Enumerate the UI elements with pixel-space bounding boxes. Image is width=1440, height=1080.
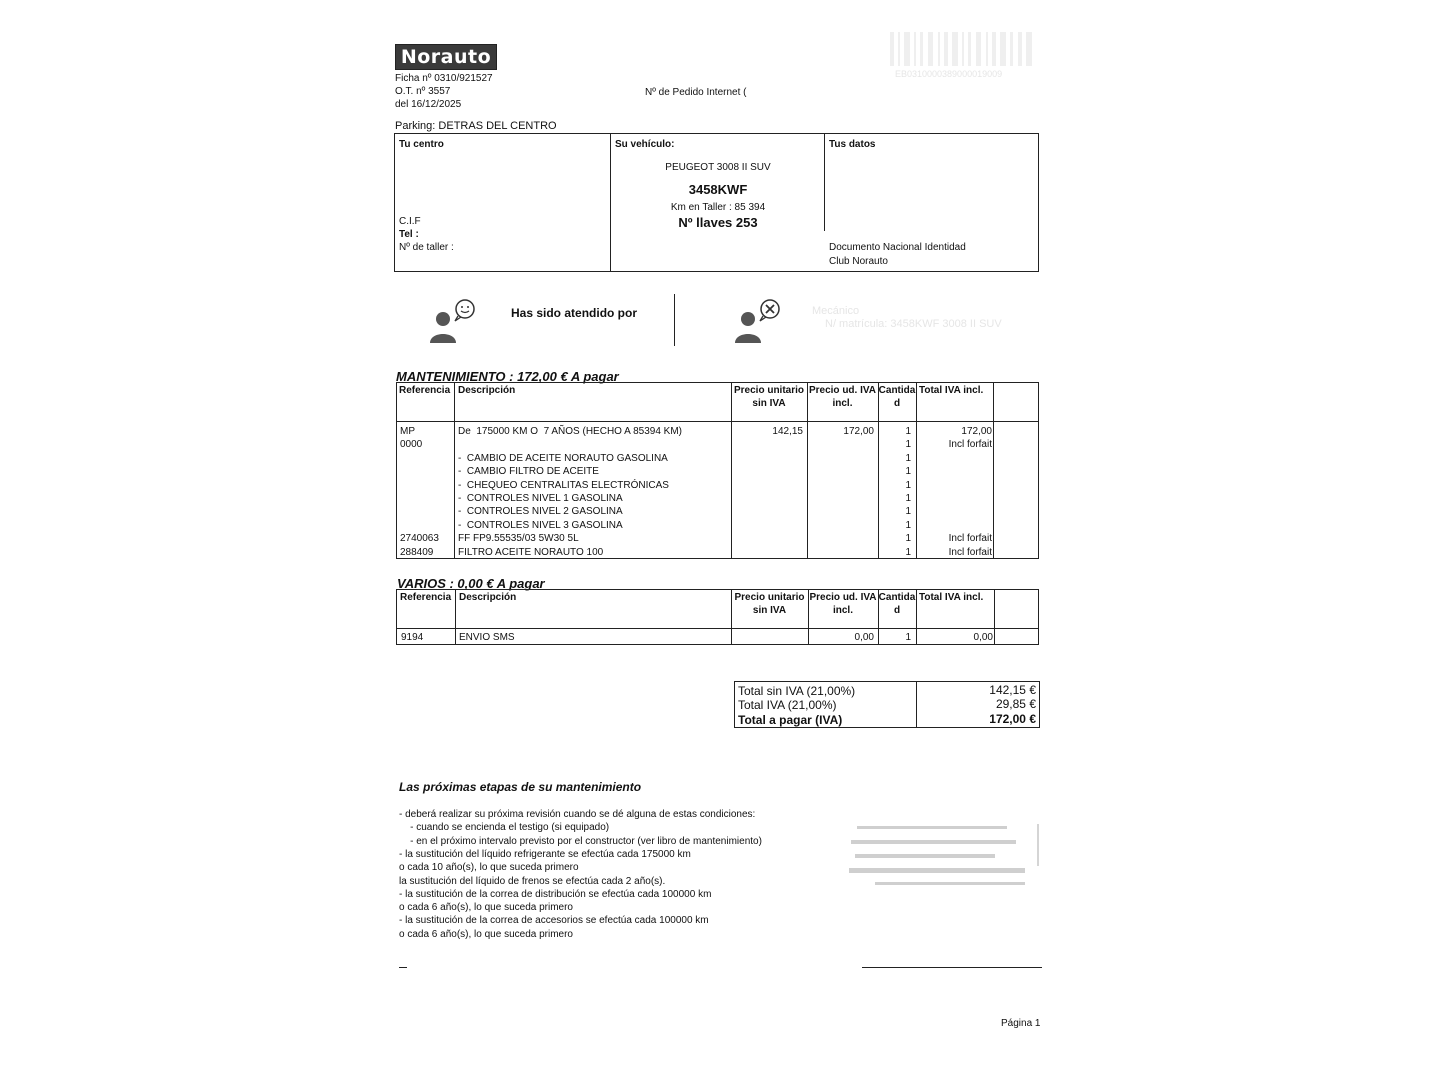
row-qty: 1 — [905, 439, 911, 451]
customer-smile-icon — [428, 297, 478, 345]
company-stamp — [845, 818, 1045, 898]
row-qty: 1 — [905, 546, 911, 558]
row-total: 172,00 — [961, 426, 992, 437]
total-pagar-value: 172,00 € — [989, 712, 1036, 726]
tel-label: Tel : — [399, 229, 419, 240]
total-pagar-label: Total a pagar (IVA) — [738, 713, 843, 727]
col-header-desc: Descripción — [458, 385, 516, 396]
vehicle-keys: Nº llaves 253 — [678, 215, 758, 230]
col-header-pi: Precio ud. IVA — [809, 592, 877, 603]
logo-text: Norauto — [400, 46, 492, 68]
total-iva-label: Total IVA (21,00%) — [738, 698, 837, 712]
col-header-pu-2: sin IVA — [752, 605, 787, 616]
col-header-desc: Descripción — [459, 592, 517, 603]
next-step-line: o cada 10 año(s), lo que suceda primero — [399, 862, 579, 874]
row-total: Incl forfait — [948, 546, 992, 558]
next-step-line: - cuando se encienda el testigo (si equipado) — [399, 822, 610, 834]
next-step-line: - la sustitución de la correa de accesorios se efectúa cada 100000 km — [399, 915, 709, 927]
row-qty: 1 — [905, 466, 911, 478]
row-desc: - CHEQUEO CENTRALITAS ELECTRÓNICAS — [458, 479, 669, 491]
total-iva-value: 29,85 € — [995, 697, 1036, 711]
ficha-number: Ficha nº 0310/921527 — [395, 73, 493, 84]
col-header-pu: Precio unitario — [733, 385, 804, 396]
row-ref: 0000 — [400, 439, 423, 451]
row-desc: FILTRO ACEITE NORAUTO 100 — [458, 546, 604, 558]
row-ref: 2740063 — [400, 533, 439, 545]
row-ref: 288409 — [400, 546, 434, 558]
next-step-line: - la sustitución de la correa de distribución se efectúa cada 100000 km — [399, 888, 712, 900]
next-step-line: la sustitución del líquido de frenos se efectúa cada 2 año(s). — [399, 875, 666, 887]
row-qty: 1 — [905, 632, 911, 643]
vehicle-model: PEUGEOT 3008 II SUV — [665, 162, 771, 173]
order-date: del 16/12/2025 — [395, 99, 462, 110]
mantenimiento-title: MANTENIMIENTO : 172,00 € A pagar — [396, 369, 619, 384]
col-header-pu: Precio unitario — [734, 592, 805, 603]
next-step-line: o cada 6 año(s), lo que suceda primero — [399, 928, 573, 940]
row-total: Incl forfait — [948, 439, 992, 451]
internet-order-number: Nº de Pedido Internet ( — [645, 87, 747, 98]
row-qty: 1 — [905, 533, 911, 545]
row-qty: 1 — [905, 493, 911, 504]
next-step-line: - la sustitución del líquido refrigerante se efectúa cada 175000 km — [399, 848, 691, 860]
col-header-qty: Cantida — [878, 385, 916, 396]
next-step-line: - deberá realizar su próxima revisión cuando se dé alguna de estas condiciones: — [399, 809, 756, 820]
cif-label: C.I.F — [399, 216, 421, 227]
col-header-total: Total IVA incl. — [919, 592, 984, 603]
centro-title: Tu centro — [399, 139, 444, 150]
row-qty: 1 — [905, 506, 911, 518]
row-ref: MP — [400, 426, 415, 437]
col-header-pi-2: incl. — [832, 605, 853, 616]
row-desc: ENVIO SMS — [459, 632, 515, 643]
row-qty: 1 — [905, 479, 911, 491]
vehicle-km: Km en Taller : 85 394 — [670, 202, 766, 213]
row-desc: - CAMBIO DE ACEITE NORAUTO GASOLINA — [458, 452, 668, 464]
col-header-pu-2: sin IVA — [752, 398, 786, 409]
row-ref: 9194 — [401, 632, 424, 643]
col-header-total: Total IVA incl. — [919, 385, 984, 396]
total-sin-iva-label: Total sin IVA (21,00%) — [738, 684, 856, 698]
row-desc: - CONTROLES NIVEL 3 GASOLINA — [458, 519, 623, 531]
next-step-line: - en el próximo intervalo previsto por el constructor (ver libro de mantenimiento) — [399, 835, 762, 847]
row-qty: 1 — [905, 519, 911, 531]
row-desc: FF FP9.55535/03 5W30 5L — [458, 533, 579, 545]
club-label: Club Norauto — [829, 256, 888, 267]
next-step-line: o cada 6 año(s), lo que suceda primero — [399, 902, 573, 914]
col-header-qty-2: d — [893, 398, 901, 409]
attendant-vehicle: N/ matrícula: 3458KWF 3008 II SUV — [825, 318, 1002, 330]
attendant-name: Mecánico — [812, 305, 860, 317]
ot-number: O.T. nº 3557 — [395, 86, 451, 97]
row-price-vat: 0,00 — [854, 632, 874, 643]
attended-label: Has sido atendido por — [511, 306, 638, 320]
next-steps-title: Las próximas etapas de su mantenimiento — [399, 780, 642, 794]
barcode-number: EB0310000389000019009 — [895, 69, 1003, 79]
varios-title: VARIOS : 0,00 € A pagar — [397, 576, 545, 591]
col-header-pi-2: incl. — [832, 398, 853, 409]
vehicle-plate: 3458KWF — [688, 182, 748, 197]
row-price-vat: 172,00 — [843, 426, 874, 437]
row-total: 0,00 — [973, 632, 993, 643]
row-desc: - CONTROLES NIVEL 1 GASOLINA — [458, 493, 623, 504]
dni-label: Documento Nacional Identidad — [829, 242, 966, 253]
col-header-qty: Cantida — [878, 592, 916, 603]
col-header-pi: Precio ud. IVA — [808, 385, 877, 396]
page-number: Página 1 — [1001, 1018, 1041, 1029]
norauto-logo — [395, 44, 497, 70]
parking-info: Parking: DETRAS DEL CENTRO — [395, 120, 557, 132]
row-desc: De 175000 KM O 7 AÑOS (HECHO A 85394 KM) — [458, 426, 682, 437]
col-header-ref: Referencia — [399, 385, 451, 396]
barcode — [830, 30, 1040, 68]
row-unit-price: 142,15 — [772, 426, 803, 437]
col-header-qty-2: d — [893, 605, 901, 616]
taller-label: Nº de taller : — [399, 242, 454, 253]
row-qty: 1 — [905, 426, 911, 437]
row-total: Incl forfait — [948, 533, 992, 545]
total-sin-iva-value: 142,15 € — [989, 683, 1036, 697]
row-desc: - CAMBIO FILTRO DE ACEITE — [458, 466, 599, 478]
col-header-ref: Referencia — [400, 592, 452, 603]
datos-title: Tus datos — [829, 139, 876, 150]
row-qty: 1 — [905, 452, 911, 464]
mechanic-tools-icon — [733, 297, 783, 345]
vehicle-title: Su vehículo: — [615, 139, 675, 150]
row-desc: - CONTROLES NIVEL 2 GASOLINA — [458, 506, 623, 518]
